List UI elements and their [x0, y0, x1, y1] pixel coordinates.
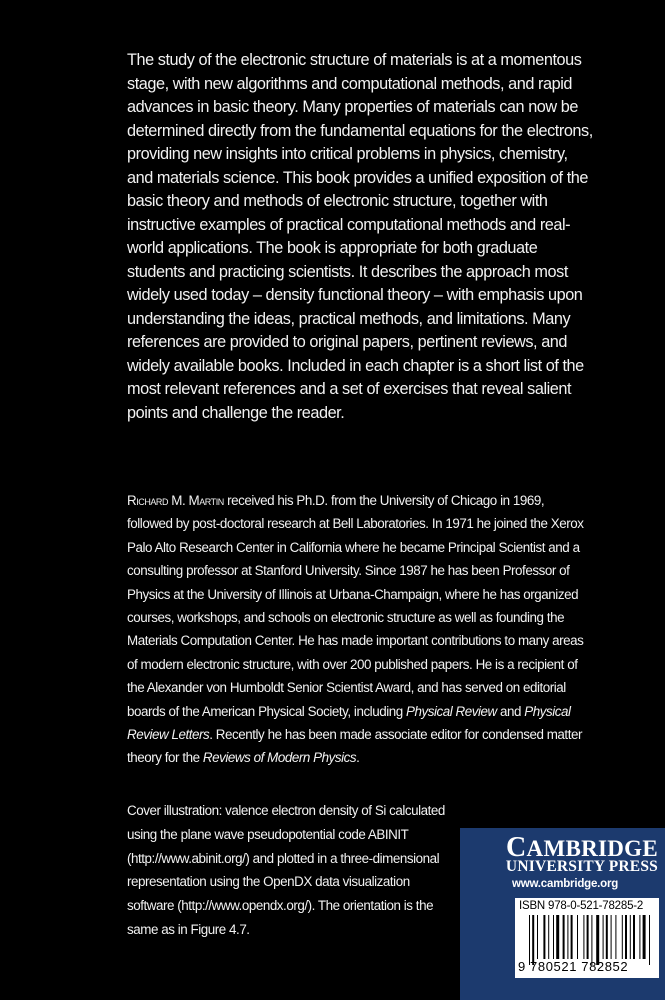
text-segment: . [356, 750, 360, 766]
text-line [127, 559, 583, 582]
text-segment: theory for the [127, 750, 203, 766]
text-segment: stage, with new algorithms and computational methods, and rapid [127, 74, 572, 93]
barcode-bar [639, 915, 640, 959]
text-segment: instructive examples of practical computational methods and real- [127, 215, 571, 234]
text-segment: providing new insights into critical problems in physics, chemistry, [127, 145, 568, 163]
barcode-icon [529, 915, 653, 965]
text-segment: Palo Alto Research Center in California where he became Principal Scientist and a [127, 539, 580, 555]
text-segment: Cover illustration: valence electron density of Si calculated [127, 803, 445, 818]
text-segment: courses, workshops, and schools on electronic structure as well as founding the [127, 609, 565, 625]
text-segment: widely available books. Included in each chapter is a short list of the [127, 356, 584, 375]
text-segment: consulting professor at Stanford University. Since 1987 he has been Professor of [127, 563, 570, 579]
publisher-logo-cambridge: CAMBRIDGE [506, 832, 658, 863]
text-line [127, 676, 583, 699]
text-segment: representation using the OpenDX data visualization [127, 874, 410, 890]
text-line [127, 143, 593, 167]
text-line [127, 237, 593, 261]
text-line [127, 870, 445, 894]
barcode-bar [571, 915, 573, 959]
text-segment: Physics at the University of Illinois at Urbana-Champaign, where he has organized [127, 586, 579, 602]
barcode-bar [556, 915, 559, 959]
text-line [127, 536, 583, 559]
text-segment: software (http://www.opendx.org/). The orientation is the [127, 898, 434, 914]
barcode-digits: 9 780521 782852 [518, 959, 629, 974]
text-segment: references are provided to original papers, pertinent reviews, and [127, 333, 568, 351]
text-line [127, 653, 583, 676]
text-segment: Physical Review [406, 703, 497, 719]
text-line [127, 378, 593, 402]
text-line [127, 261, 593, 285]
text-line [127, 331, 593, 355]
isbn-number: ISBN 978-0-521-78285-2 [519, 900, 644, 912]
text-segment: boards of the American Physical Society, including [127, 703, 406, 719]
text-line [127, 284, 593, 308]
barcode-bar [532, 915, 534, 965]
text-line [127, 489, 583, 512]
cover-illustration-credit [127, 799, 445, 942]
text-segment: . Recently he has been made associate editor for condensed matter [209, 726, 582, 742]
text-segment: Materials Computation Center. He has made important contributions to many areas [127, 633, 584, 649]
barcode-bar [606, 915, 608, 959]
text-segment: Physical [524, 703, 571, 719]
publisher-block [460, 828, 665, 1000]
text-segment: understanding the ideas, practical methods, and limitations. Many [127, 309, 571, 328]
barcode-bar [567, 915, 568, 959]
book-description [127, 49, 593, 425]
text-segment: students and practicing scientists. It describes the approach most [127, 262, 568, 281]
isbn-barcode-label [515, 898, 659, 978]
text-line [127, 700, 583, 723]
text-segment: The study of the electronic structure of materials is at a momentous [127, 51, 582, 69]
text-line [127, 49, 593, 73]
text-line [127, 308, 593, 332]
text-line [127, 606, 583, 629]
text-line [127, 894, 445, 918]
text-segment: (http://www.abinit.org/) and plotted in a three-dimensional [127, 850, 440, 866]
text-segment: determined directly from the fundamental equations for the electrons, [127, 121, 593, 140]
barcode-bar [587, 915, 589, 959]
barcode-bar [583, 915, 584, 959]
text-line [127, 73, 593, 97]
publisher-website: www.cambridge.org [512, 878, 619, 890]
text-segment: basic theory and methods of electronic structure, together with [127, 192, 548, 210]
text-segment: Richard M. Martin [127, 493, 224, 508]
text-line [127, 402, 593, 426]
barcode-bar [615, 915, 616, 959]
barcode-bar [633, 915, 635, 959]
text-segment: and materials science. This book provides a unified exposition of the [127, 168, 588, 187]
text-segment: Reviews of Modern Physics [202, 750, 357, 766]
barcode-bar [548, 915, 549, 959]
barcode-bar [625, 915, 627, 959]
text-segment: of modern electronic structure, with over 200 published papers. He is a recipient of [127, 656, 578, 672]
text-segment: advances in basic theory. Many properties of materials can now be [127, 98, 578, 116]
barcode-bar [611, 915, 612, 959]
author-biography [127, 489, 583, 770]
text-segment: followed by post-doctoral research at Bell Laboratories. In 1971 he joined the Xerox [127, 516, 584, 532]
text-line [127, 96, 593, 120]
text-line [127, 847, 445, 871]
text-segment: the Alexander von Humboldt Senior Scientist Award, and has served on editorial [127, 680, 566, 696]
text-segment: and [496, 703, 525, 719]
barcode-bar [630, 915, 631, 959]
text-segment: using the plane wave pseudopotential code ABINIT [127, 826, 409, 842]
text-line [127, 512, 583, 535]
barcode-bar [543, 915, 545, 959]
text-line [127, 120, 593, 144]
text-segment: same as in Figure 4.7. [127, 921, 250, 937]
barcode-bar [537, 915, 538, 959]
barcode-bar [591, 915, 592, 965]
text-line [127, 355, 593, 379]
text-segment: points and challenge the reader. [127, 403, 345, 422]
text-segment: most relevant references and a set of exercises that reveal salient [127, 380, 572, 398]
text-line [127, 629, 583, 652]
text-line [127, 723, 583, 746]
text-segment: world applications. The book is appropriate for both graduate [127, 239, 538, 257]
barcode-bar [622, 915, 623, 959]
barcode-bar [643, 915, 646, 959]
text-line [127, 190, 593, 214]
publisher-logo-rest: AMBRIDGE [526, 836, 658, 861]
text-line [127, 583, 583, 606]
text-line [127, 167, 593, 191]
text-line [127, 214, 593, 238]
barcode-bar [649, 915, 650, 965]
barcode-bar [577, 915, 578, 959]
barcode-bar [596, 915, 599, 965]
text-line [127, 918, 445, 942]
text-segment: received his Ph.D. from the University of Chicago in 1969, [223, 493, 545, 508]
text-line [127, 823, 445, 847]
barcode-bar [553, 915, 554, 959]
barcode-bar [563, 915, 565, 959]
text-line [127, 746, 583, 769]
text-line [127, 799, 445, 823]
text-segment: Review Letters [127, 726, 210, 742]
text-segment: widely used today – density functional theory – with emphasis upon [127, 286, 583, 304]
barcode-bar [603, 915, 604, 959]
barcode-bar [529, 915, 530, 965]
publisher-logo-university-press: UNIVERSITY PRESS [505, 858, 658, 875]
